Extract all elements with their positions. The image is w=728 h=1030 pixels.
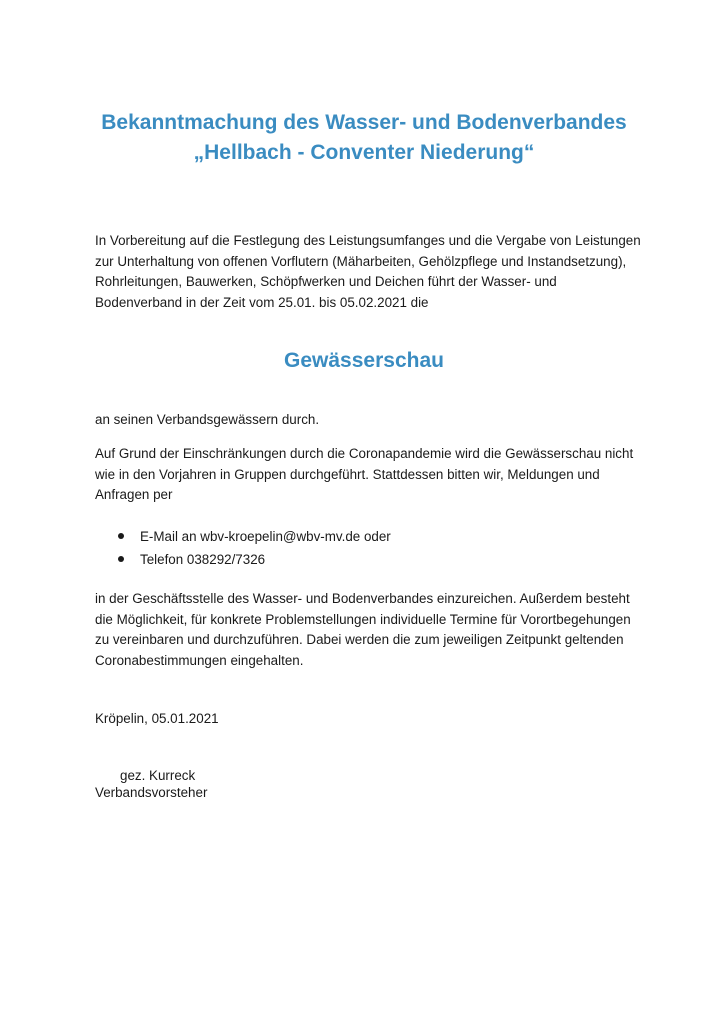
contact-list	[118, 525, 391, 571]
closing-line: die Möglichkeit, für konkrete Problemstellungen individuelle Termine für Vorortbegehungen	[95, 611, 631, 627]
list-item	[118, 525, 391, 548]
list-item	[118, 548, 391, 571]
title-line-2: „Hellbach - Conventer Niederung“	[193, 141, 535, 164]
intro-line: In Vorbereitung auf die Festlegung des Leistungsumfanges und die Vergabe von Leistungen	[95, 233, 641, 248]
corona-line: Anfragen per	[95, 487, 173, 502]
intro-line: zur Unterhaltung von offenen Vorflutern (Mäharbeiten, Gehölzpflege und Instandsetzung),	[95, 253, 627, 269]
section-heading: Gewässerschau	[284, 349, 444, 372]
signature-role: Verbandsvorsteher	[95, 785, 208, 800]
corona-paragraph	[95, 444, 655, 506]
closing-line: zu vereinbaren und durchzuführen. Dabei werden die zum jeweiligen Zeitpunkt geltenden	[95, 632, 624, 647]
after-heading-text: an seinen Verbandsgewässern durch.	[95, 412, 320, 427]
closing-paragraph	[95, 589, 655, 671]
corona-line: wie in den Vorjahren in Gruppen durchgeführt. Stattdessen bitten wir, Meldungen und	[95, 466, 600, 482]
bullet-icon	[118, 533, 124, 539]
signature-name: gez. Kurreck	[120, 768, 196, 783]
corona-line: Auf Grund der Einschränkungen durch die Coronapandemie wird die Gewässerschau nicht	[95, 446, 634, 461]
intro-line: Bodenverband in der Zeit vom 25.01. bis 05.02.2021 die	[95, 294, 429, 310]
intro-line: Rohrleitungen, Bauwerken, Schöpfwerken und Deichen führt der Wasser- und	[95, 274, 557, 289]
intro-paragraph	[95, 231, 655, 313]
contact-email: E-Mail an wbv-kroepelin@wbv-mv.de oder	[140, 529, 391, 544]
contact-phone: Telefon 038292/7326	[140, 552, 266, 567]
place-date: Kröpelin, 05.01.2021	[95, 711, 219, 726]
title-line-1: Bekanntmachung des Wasser- und Bodenverbandes	[101, 111, 627, 134]
closing-line: in der Geschäftsstelle des Wasser- und Bodenverbandes einzureichen. Außerdem besteht	[95, 591, 630, 606]
closing-line: Coronabestimmungen eingehalten.	[95, 652, 304, 668]
bullet-icon	[118, 556, 124, 562]
